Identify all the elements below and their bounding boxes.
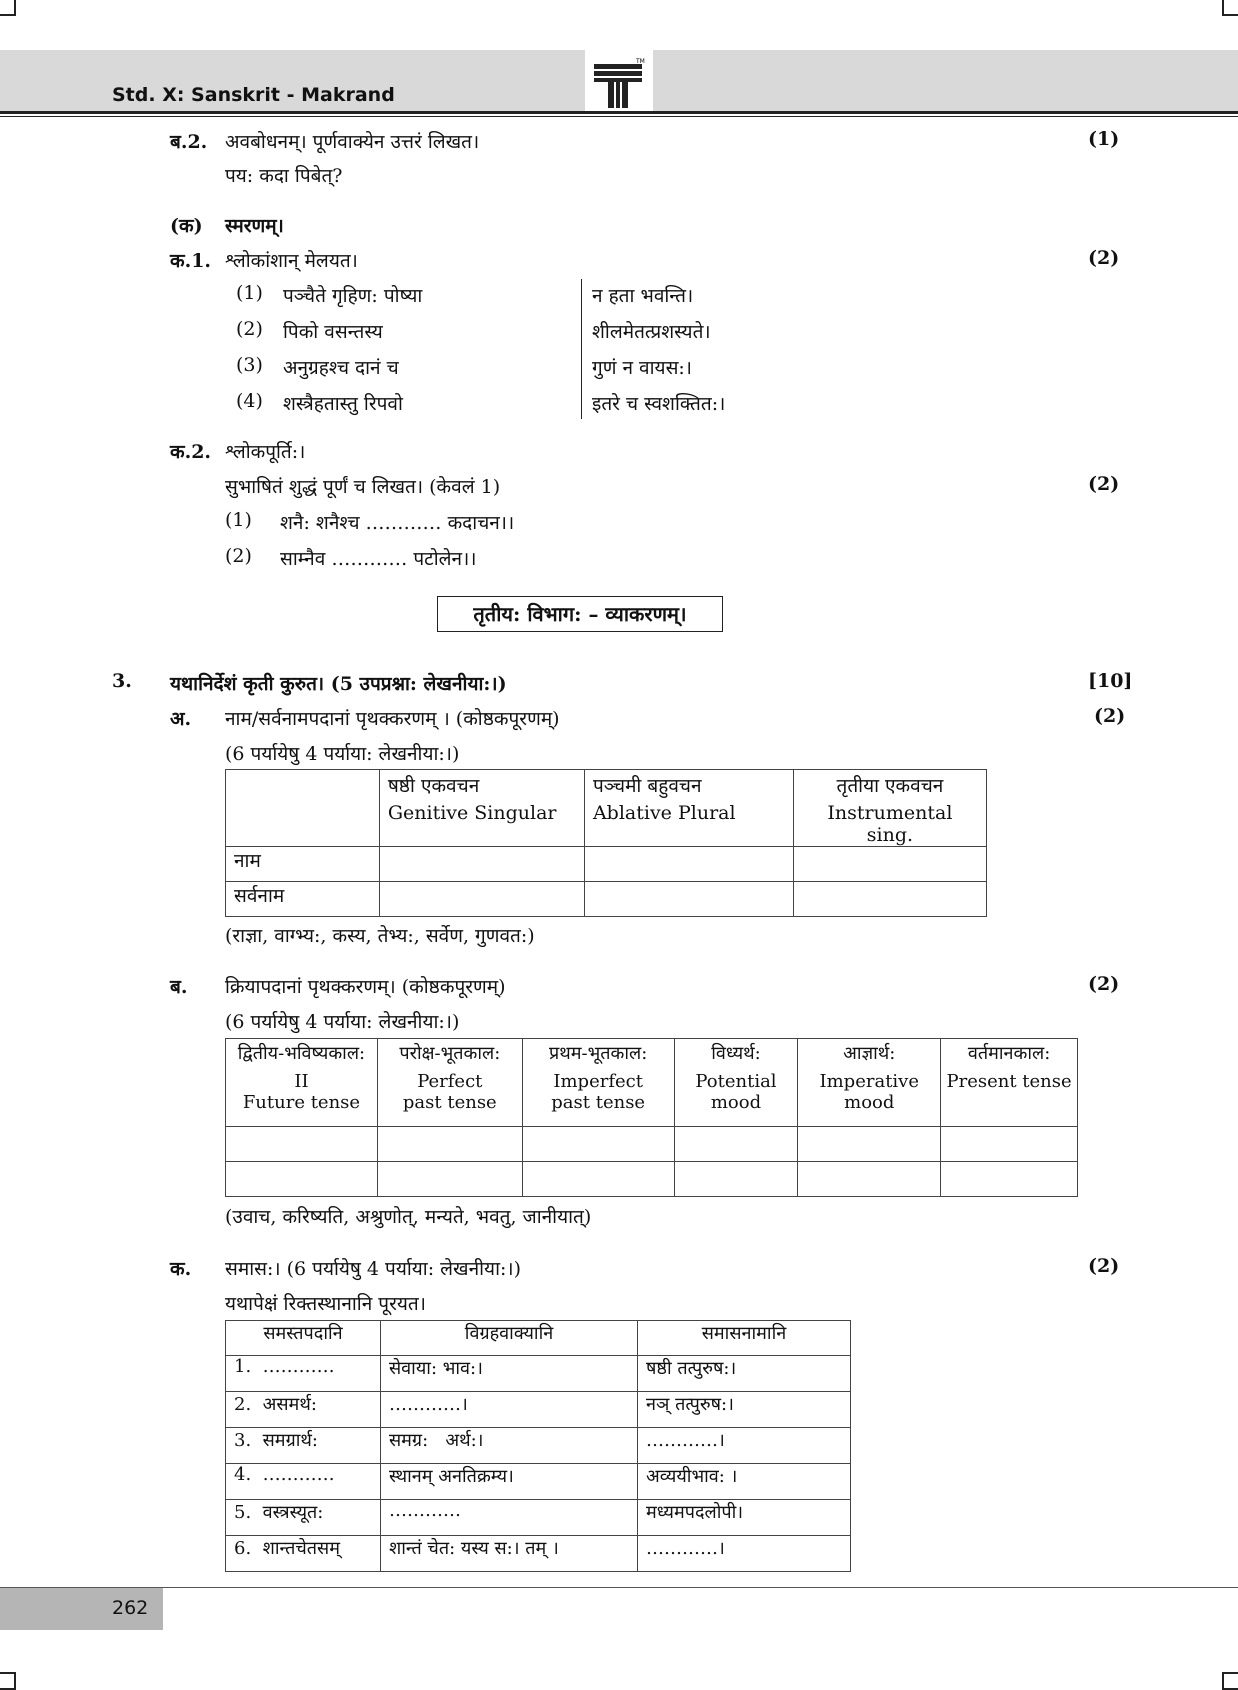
answer-cell[interactable]	[941, 1127, 1078, 1162]
compound-word: …………	[262, 1464, 335, 1485]
header-sanskrit: तृतीया एकवचन	[836, 775, 944, 797]
header-rule-thin	[0, 116, 1238, 117]
match-right-item: शीलमेतत्प्रशस्यते।	[592, 321, 711, 343]
header-sanskrit: वर्तमानकाल:	[967, 1043, 1051, 1064]
table-row	[226, 1500, 851, 1536]
answer-cell[interactable]	[798, 1162, 941, 1197]
compound-table	[225, 1320, 851, 1572]
question-title: श्लोकांशान् मेलयत।	[225, 250, 358, 272]
word-options: (उवाच, करिष्यति, अश्रुणोत्, मन्यते, भवतु, जानीयात्)	[225, 1206, 592, 1228]
marks: (2)	[1088, 1255, 1120, 1277]
row-label: सर्वनाम	[226, 882, 380, 917]
match-left-item: पिको वसन्तस्य	[283, 321, 383, 343]
crop-mark-top-left	[0, 0, 16, 16]
table-row	[226, 882, 987, 917]
table-header-cell	[584, 770, 793, 847]
answer-cell[interactable]	[522, 1127, 674, 1162]
answer-cell[interactable]	[941, 1162, 1078, 1197]
answer-cell[interactable]	[584, 847, 793, 882]
table-header-cell	[377, 1039, 522, 1127]
marks: (2)	[1088, 973, 1120, 995]
answer-cell[interactable]	[674, 1162, 798, 1197]
answer-cell[interactable]	[793, 847, 986, 882]
header-sanskrit: द्वितीय-भविष्यकाल:	[237, 1043, 366, 1064]
table-header-cell	[674, 1039, 798, 1127]
analysis-cell: शान्तं चेत: यस्य स:। तम् ।	[381, 1536, 638, 1572]
word-options: (राज्ञा, वाग्भ्य:, कस्य, तेभ्य:, सर्वेण, गुणवत:)	[225, 925, 535, 947]
header-english: past tense	[551, 1092, 646, 1113]
crop-mark-top-right	[1222, 0, 1238, 16]
verse-item: साम्नैव ………… पटोलेन।।	[280, 548, 477, 570]
marks: (2)	[1088, 473, 1120, 495]
subquestion-title: नाम/सर्वनामपदानां पृथक्करणम् । (कोष्ठकपूरणम्)	[225, 708, 560, 730]
compound-word: …………	[262, 1356, 335, 1377]
question-number: क.1.	[170, 250, 212, 272]
verb-tense-table	[225, 1038, 1078, 1197]
answer-cell[interactable]	[793, 882, 986, 917]
question-number: क.2.	[170, 441, 212, 463]
header-english: Potential	[695, 1071, 777, 1092]
row-number: 5.	[234, 1502, 252, 1523]
header-english: mood	[844, 1092, 895, 1113]
answer-cell[interactable]	[226, 1162, 378, 1197]
compound-word: समग्रार्थ:	[262, 1430, 318, 1451]
section-label: (क)	[170, 215, 203, 237]
table-header-cell	[379, 770, 584, 847]
compound-word: असमर्थ:	[262, 1394, 317, 1415]
match-divider	[581, 279, 582, 419]
item-number: (1)	[225, 509, 252, 531]
answer-cell[interactable]	[522, 1162, 674, 1197]
item-number: (2)	[225, 545, 252, 567]
crop-mark-bottom-left	[0, 1672, 16, 1690]
table-header-cell	[941, 1039, 1078, 1127]
analysis-cell: …………।	[381, 1392, 638, 1428]
compound-type-cell: …………।	[638, 1536, 851, 1572]
header-english: Instrumental sing.	[827, 802, 953, 846]
header-english: Perfect	[417, 1071, 483, 1092]
publisher-logo-icon	[590, 56, 650, 112]
compound-type-cell: अव्ययीभाव: ।	[638, 1464, 851, 1500]
compound-word: शान्तचेतसम्	[262, 1538, 340, 1559]
subquestion-note: (6 पर्यायेषु 4 पर्याया: लेखनीया:।)	[225, 743, 460, 765]
row-number: 6.	[234, 1538, 252, 1559]
match-left-item: अनुग्रहश्च दानं च	[283, 357, 399, 379]
row-label: नाम	[226, 847, 380, 882]
marks: (1)	[1088, 128, 1120, 150]
question-instruction: सुभाषितं शुद्धं पूर्णं च लिखत। (केवलं 1)	[225, 476, 501, 498]
row-number: 2.	[234, 1394, 252, 1415]
match-left-item: पञ्चैते गृहिण: पोष्या	[283, 285, 423, 307]
table-header-cell	[798, 1039, 941, 1127]
analysis-cell: …………	[381, 1500, 638, 1536]
subquestion-number: ब.	[170, 976, 188, 998]
footer-rule	[0, 1587, 1238, 1588]
answer-cell[interactable]	[377, 1162, 522, 1197]
noun-pronoun-table	[225, 769, 987, 917]
compound-type-cell: मध्यमपदलोपी।	[638, 1500, 851, 1536]
row-number: 3.	[234, 1430, 252, 1451]
subquestion-number: अ.	[170, 708, 192, 730]
table-header-cell: समस्तपदानि	[226, 1321, 381, 1356]
match-right-item: गुणं न वायस:।	[592, 357, 693, 379]
marks: (2)	[1088, 247, 1120, 269]
analysis-cell: सेवाया: भाव:।	[381, 1356, 638, 1392]
match-number: (1)	[236, 282, 263, 304]
header-sanskrit: परोक्ष-भूतकाल:	[399, 1043, 501, 1064]
svg-text:TM: TM	[636, 58, 645, 65]
page-number: 262	[112, 1597, 149, 1619]
match-right-item: न हता भवन्ति।	[592, 285, 694, 307]
marks: [10]	[1088, 670, 1133, 692]
header-english: Genitive Singular	[387, 802, 557, 824]
header-english: Ablative Plural	[592, 802, 736, 824]
table-corner-cell	[226, 770, 380, 847]
header-english: Imperfect	[553, 1071, 643, 1092]
header-english: Future tense	[242, 1092, 361, 1113]
header-english: mood	[710, 1092, 762, 1113]
match-number: (4)	[236, 390, 263, 412]
answer-cell[interactable]	[377, 1127, 522, 1162]
table-row	[226, 1536, 851, 1572]
subquestion-title: क्रियापदानां पृथक्करणम्। (कोष्ठकपूरणम्)	[225, 976, 506, 998]
table-row	[226, 1464, 851, 1500]
question-title: अवबोधनम्। पूर्णवाक्येन उत्तरं लिखत।	[225, 131, 480, 153]
analysis-cell: समग्र: अर्थ:।	[381, 1428, 638, 1464]
question-title: श्लोकपूर्ति:।	[225, 441, 306, 463]
section-title: स्मरणम्।	[225, 215, 284, 237]
header-english: Imperative	[819, 1071, 920, 1092]
subquestion-instruction: यथापेक्षं रिक्तस्थानानि पूरयत।	[225, 1293, 426, 1315]
analysis-cell: स्थानम् अनतिक्रम्य।	[381, 1464, 638, 1500]
marks: (2)	[1094, 705, 1126, 727]
header-rule	[0, 111, 1238, 114]
table-header-cell: समासनामानि	[638, 1321, 851, 1356]
table-row	[226, 1428, 851, 1464]
answer-cell[interactable]	[379, 847, 584, 882]
table-header-cell	[793, 770, 986, 847]
header-sanskrit: विध्यर्थ:	[711, 1043, 761, 1064]
row-number: 1.	[234, 1356, 252, 1377]
answer-cell[interactable]	[674, 1127, 798, 1162]
question-number: ब.2.	[170, 131, 208, 153]
answer-cell[interactable]	[226, 1127, 378, 1162]
subquestion-number: क.	[170, 1258, 192, 1280]
subquestion-title: समास:। (6 पर्यायेषु 4 पर्याया: लेखनीया:।)	[225, 1258, 522, 1280]
match-right-item: इतरे च स्वशक्तित:।	[592, 393, 726, 415]
table-header-cell: विग्रहवाक्यानि	[381, 1321, 638, 1356]
match-number: (2)	[236, 318, 263, 340]
compound-word: वस्त्रस्यूत:	[262, 1502, 324, 1523]
header-sanskrit: पञ्चमी बहुवचन	[592, 775, 702, 797]
question-number: 3.	[112, 670, 132, 692]
table-row	[226, 1162, 1078, 1197]
table-row	[226, 1392, 851, 1428]
header-sanskrit: षष्ठी एकवचन	[387, 775, 480, 797]
match-number: (3)	[236, 354, 263, 376]
question-title: यथानिर्देशं कृती कुरुत। (5 उपप्रश्ना: लेखनीया:।)	[170, 673, 507, 695]
table-header-cell	[522, 1039, 674, 1127]
header-english: Present tense	[946, 1071, 1072, 1092]
match-left-item: शस्त्रैहतास्तु रिपवो	[283, 393, 403, 415]
answer-cell[interactable]	[798, 1127, 941, 1162]
header-english: II	[294, 1071, 309, 1092]
table-row	[226, 1356, 851, 1392]
answer-cell[interactable]	[379, 882, 584, 917]
question-text: पय: कदा पिबेत्?	[225, 165, 343, 187]
header-title: Std. X: Sanskrit - Makrand	[112, 84, 395, 106]
header-english: past tense	[402, 1092, 497, 1113]
header-sanskrit: आज्ञार्थ:	[843, 1043, 896, 1064]
compound-type-cell: षष्ठी तत्पुरुष:।	[638, 1356, 851, 1392]
table-row	[226, 847, 987, 882]
subquestion-note: (6 पर्यायेषु 4 पर्याया: लेखनीया:।)	[225, 1011, 460, 1033]
verse-item: शनै: शनैश्च ………… कदाचन।।	[280, 512, 515, 534]
crop-mark-bottom-right	[1222, 1672, 1238, 1690]
section-heading-box: तृतीय: विभाग: – व्याकरणम्।	[437, 596, 723, 632]
table-header-cell	[226, 1039, 378, 1127]
compound-type-cell: …………।	[638, 1428, 851, 1464]
row-number: 4.	[234, 1464, 252, 1485]
header-sanskrit: प्रथम-भूतकाल:	[549, 1043, 648, 1064]
table-row	[226, 1127, 1078, 1162]
compound-type-cell: नञ् तत्पुरुष:।	[638, 1392, 851, 1428]
answer-cell[interactable]	[584, 882, 793, 917]
